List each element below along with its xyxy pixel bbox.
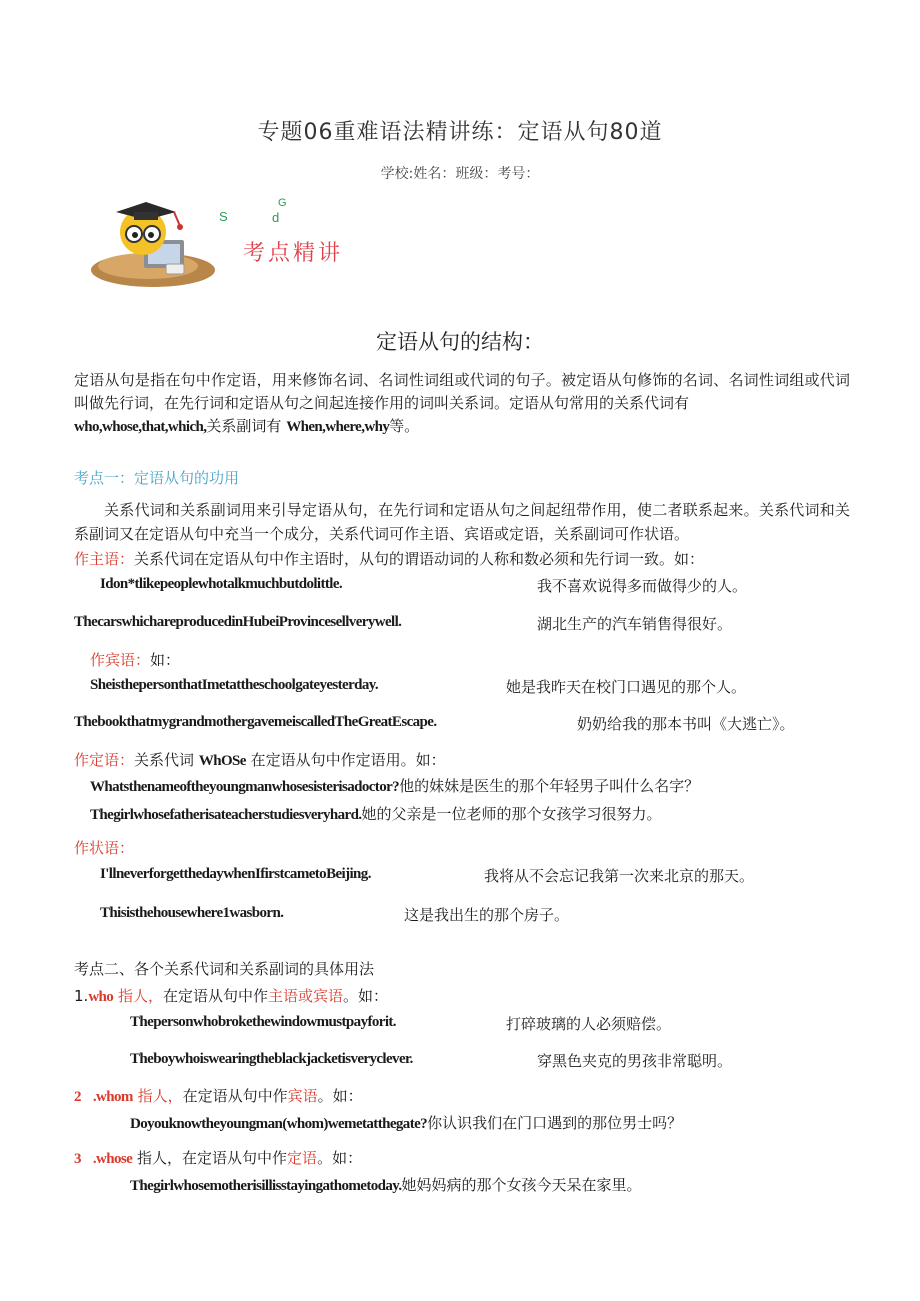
intro-end: 等。: [389, 417, 420, 435]
example-9-zh: 打碎玻璃的人必须赔偿。: [506, 1015, 672, 1033]
banner-label: 考点精讲: [243, 241, 344, 266]
object-desc: 如：: [150, 651, 181, 669]
point1-paragraph: 关系代词和关系副词用来引导定语从句，在先行词和定语从句之间起纽带作用，使二者联系起来。关系代词和关系副词又在定语从句中充当一个成分，关系代词可作主语、宾语或定语，关系副词可作状语。: [74, 501, 850, 543]
item1-a: 指人，: [117, 987, 163, 1005]
example-4-zh: 奶奶给我的那本书叫《大逃亡》。: [577, 715, 795, 733]
section-title: 定语从句的结构：: [376, 330, 544, 354]
item2-c: 宾语: [287, 1087, 318, 1105]
adv-label: 作状语：: [74, 839, 135, 857]
example-12: [130, 1174, 642, 1195]
item1-word: who: [88, 989, 114, 1005]
object-label: 作宾语：: [90, 651, 151, 669]
subject-desc: 关系代词在定语从句中作主语时，从句的谓语动词的人称和数必须和先行词一致。如：: [134, 550, 705, 568]
item2-word: .whom: [92, 1089, 133, 1105]
example-10-zh: 穿黑色夹克的男孩非常聪明。: [537, 1052, 733, 1070]
example-9-en: Thepersonwhobrokethewindowmustpayforit.: [130, 1014, 396, 1030]
intro-paragraph: [74, 369, 850, 439]
subject-row: [74, 548, 704, 569]
item3-row: [74, 1147, 362, 1168]
point2-title: 考点二、各个关系代词和关系副词的具体用法: [74, 960, 375, 978]
item3-b: 在定语从句中作: [182, 1149, 288, 1167]
attr-word: WhOSe: [198, 753, 246, 769]
item2-a: 指人，: [137, 1087, 183, 1105]
decor-letter-d: d: [272, 210, 280, 225]
decor-letter-g: G: [278, 197, 287, 209]
attr-label: 作定语：: [74, 751, 135, 769]
point1-title: 考点一：定语从句的功用: [74, 469, 240, 487]
attr-row: [74, 749, 446, 770]
example-1-zh: 我不喜欢说得多而做得少的人。: [537, 577, 748, 595]
example-3-en: SheisthepersonthatImetattheschoolgateyesterday.: [90, 677, 379, 693]
example-10-en: Theboywhoiswearingtheblackjacketisveryclever.: [130, 1051, 413, 1067]
example-3-zh: 她是我昨天在校门口遇见的那个人。: [506, 678, 747, 696]
intro-pronouns: who,whose,that,which,: [74, 419, 207, 435]
mascot-illustration: [88, 192, 228, 292]
item3-c: 定语: [287, 1149, 318, 1167]
item1-d: 。如：: [343, 987, 389, 1005]
item3-d: 。如：: [317, 1149, 363, 1167]
intro-adverbs: When,where,why: [286, 419, 390, 435]
example-4-en: ThebookthatmygrandmothergavemeiscalledTheGreatEscape.: [74, 714, 437, 730]
item1-num: 1.: [74, 987, 89, 1005]
intro-text: 定语从句是指在句中作定语，用来修饰名词、名词性词组或代词的句子。被定语从句修饰的名词、名词性词组或代词叫做先行词，在先行词和定语从句之间起连接作用的词叫关系词。定语从句常用的关系代词有: [74, 371, 850, 412]
item1-c: 主语或宾语: [268, 987, 344, 1005]
object-row: [90, 649, 180, 670]
student-info-line: 学校:姓名：班级：考号：: [380, 166, 540, 182]
example-8-en: Thisisthehousewhere1wasborn.: [100, 905, 284, 921]
example-5: [90, 775, 699, 796]
example-11-en: Doyouknowtheyoungman(whom)wemetatthegate?: [130, 1116, 428, 1132]
subject-label: 作主语：: [74, 550, 135, 568]
example-11-zh: 你认识我们在门口遇到的那位男士吗？: [427, 1114, 683, 1132]
attr-desc-b: 在定语从句中作定语用。如：: [250, 751, 446, 769]
decor-letter-s: S: [219, 209, 228, 224]
item3-num: 3: [74, 1151, 81, 1167]
example-11: [130, 1112, 682, 1133]
example-5-en: Whatsthenameoftheyoungmanwhosesisterisadoctor?: [90, 779, 400, 795]
example-5-zh: 他的妹妹是医生的那个年轻男子叫什么名字？: [399, 777, 700, 795]
item3-a: 指人，: [137, 1149, 183, 1167]
example-7-zh: 我将从不会忘记我第一次来北京的那天。: [484, 867, 755, 885]
item2-row: [74, 1085, 363, 1106]
attr-desc-a: 关系代词: [134, 751, 195, 769]
example-1-en: Idon*tlikepeoplewhotalkmuchbutdolittle.: [100, 576, 343, 592]
example-2-en: ThecarswhichareproducedinHubeiProvincesellverywell.: [74, 614, 402, 630]
item1-row: [74, 985, 388, 1006]
example-7-en: I'llneverforgetthedaywhenIfirstcametoBeijing.: [100, 866, 371, 882]
example-12-en: Thegirlwhosemotherisillisstayingathometoday.: [130, 1178, 402, 1194]
example-6-zh: 她的父亲是一位老师的那个女孩学习很努力。: [361, 805, 662, 823]
page-title: 专题06重难语法精讲练：定语从句80道: [257, 120, 663, 145]
item2-num: 2: [74, 1089, 81, 1105]
item3-word: .whose: [92, 1151, 133, 1167]
item2-d: 。如：: [317, 1087, 363, 1105]
intro-mid: 关系副词有: [206, 417, 282, 435]
example-6-en: Thegirlwhosefatherisateacherstudiesveryhard.: [90, 807, 362, 823]
example-6: [90, 803, 662, 824]
example-12-zh: 她妈妈病的那个女孩今天呆在家里。: [401, 1176, 642, 1194]
example-8-zh: 这是我出生的那个房子。: [404, 906, 570, 924]
item2-b: 在定语从句中作: [182, 1087, 288, 1105]
example-2-zh: 湖北生产的汽车销售得很好。: [537, 615, 733, 633]
item1-b: 在定语从句中作: [162, 987, 268, 1005]
